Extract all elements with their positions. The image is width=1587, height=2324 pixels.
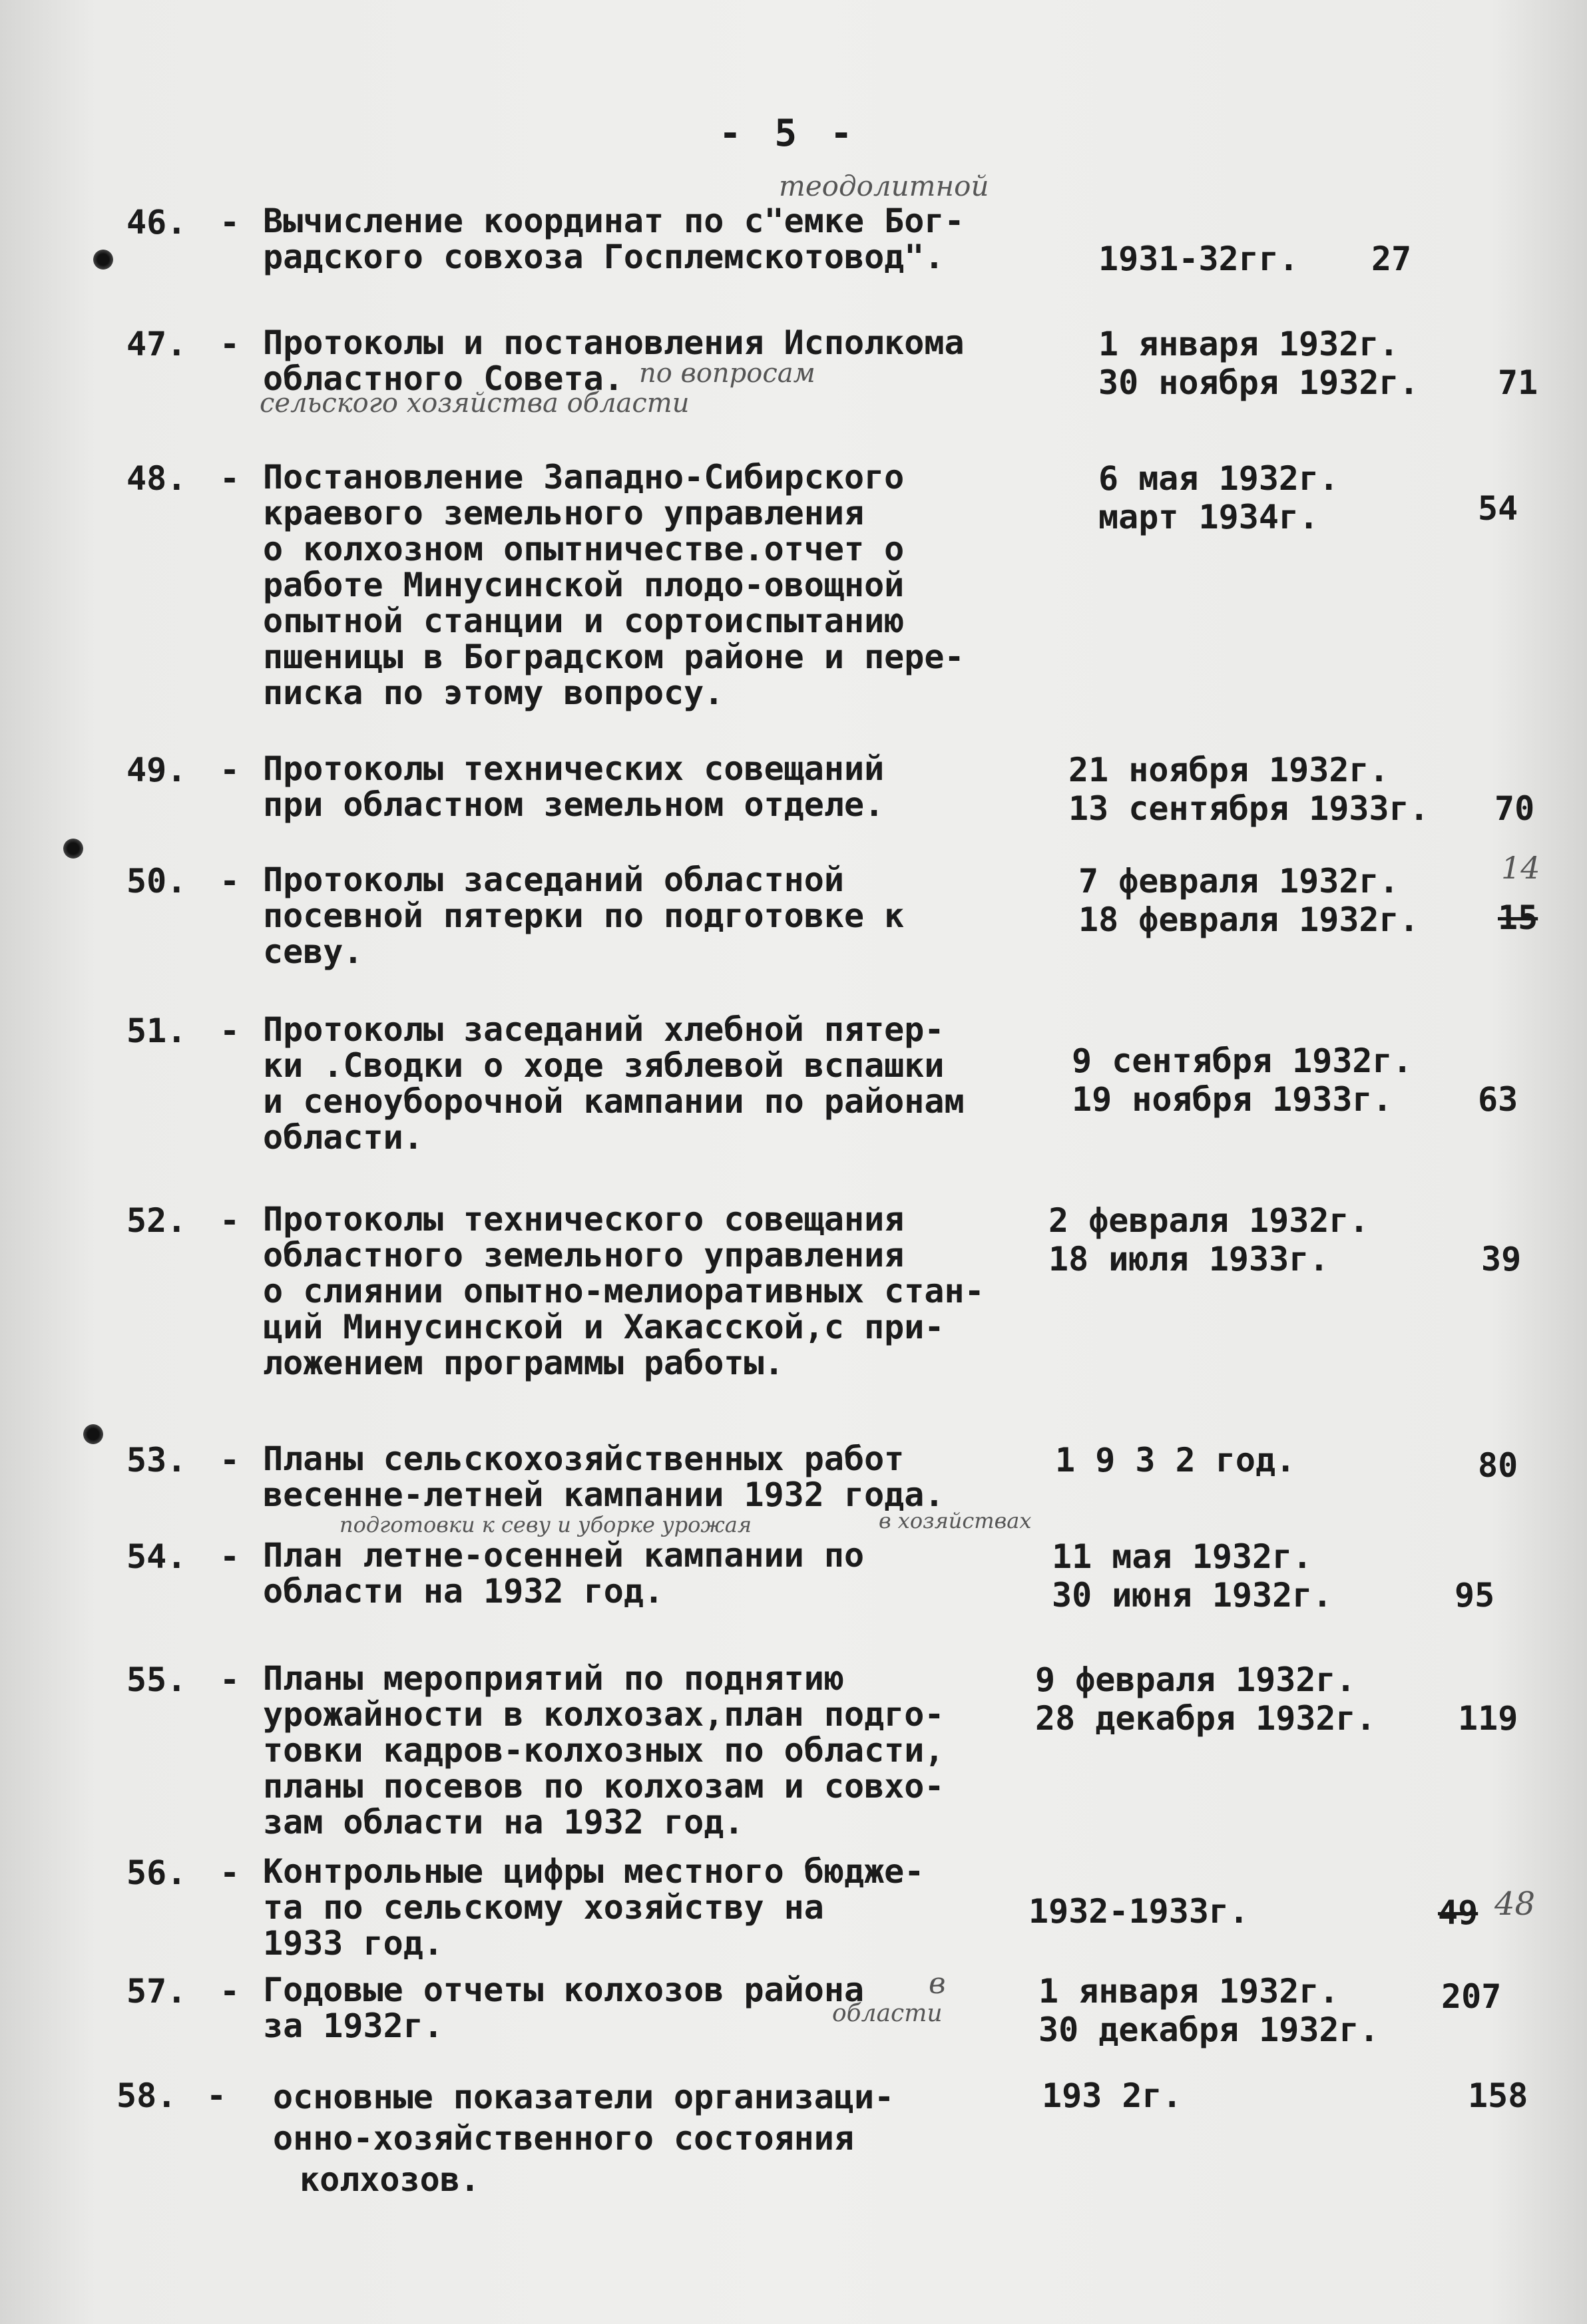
entry-title [263,1853,1062,1961]
entry-date: 2 февраля 1932г. [1048,1201,1369,1240]
entry-title [263,1441,1062,1513]
entry-dates [1068,751,1468,828]
handwritten-note: сельского хозяйства области [260,388,690,419]
entry-dates [1098,459,1498,536]
entry-title [263,862,1062,970]
entry-title-line: областного земельного управления [263,1236,905,1274]
entry-title-line: Планы мероприятий по поднятию [263,1659,844,1698]
entry-title-line: 1933 год. [263,1924,443,1963]
entry-number: 50. [126,862,187,900]
entry-sheets: 207 [1441,1977,1502,2016]
entry-dash: - [220,459,240,498]
entry-sheets: 39 [1481,1240,1522,1278]
entry-dates [1098,325,1498,402]
entry-sheets: 80 [1478,1446,1518,1485]
entry-title-line: Контрольные цифры местного бюдже- [263,1852,925,1891]
entry-title-line: Протоколы заседаний областной [263,861,844,899]
entry-dash: - [220,1537,240,1576]
entry-dates [1055,1441,1455,1479]
entry-sheets: 95 [1455,1576,1495,1615]
entry-title-line: планы посевов по колхозам и совхо- [263,1767,945,1806]
entry-dash: - [220,325,240,363]
entry-title-line: Постановление Западно-Сибирского [263,458,905,496]
entry-date: март 1934г. [1098,498,1319,536]
entry-number: 55. [126,1660,187,1699]
entry-title-line: области на 1932 год. [263,1572,664,1611]
handwritten-note: в хозяйствах [879,1508,1032,1533]
page-number: - 5 - [719,112,858,155]
entry-dates [1028,1892,1428,1931]
entry-sheets: 70 [1494,789,1535,828]
entry-date: 30 ноября 1932г. [1098,363,1419,402]
entry-dash: - [220,203,240,242]
entry-number: 52. [126,1201,187,1240]
entry-date: 1 января 1932г. [1098,325,1399,363]
handwritten-note: по вопросам [639,358,815,389]
entry-date: 1 января 1932г. [1038,1972,1339,2011]
entry-title-line: писка по этому вопросу. [263,674,724,712]
entry-number: 49. [126,751,187,789]
entry-sheets: 49 [1438,1893,1478,1932]
entry-sheets: 15 [1498,898,1538,937]
entry-title-line: Протоколы технического совещания [263,1200,905,1239]
entry-dates [1035,1660,1435,1738]
handwritten-note: теодолитной [779,170,989,202]
handwritten-note: подготовки к севу и уборке урожая [340,1512,752,1537]
entry-number: 54. [126,1537,187,1576]
entry-title [263,459,1062,711]
entry-title-line: севу. [263,932,363,971]
entry-title-line: Вычисление координат по с"емке Бог- [263,202,965,240]
entry-dash: - [220,1853,240,1892]
entry-date: 11 мая 1932г. [1052,1537,1313,1576]
entry-date: 193 2г. [1042,2076,1182,2115]
entry-dates [1038,1972,1438,2049]
entry-sheets: 54 [1478,489,1518,528]
handwritten-note: области [832,2000,943,2027]
entry-title-line: опытной станции и сортоиспытанию [263,602,905,640]
entry-number: 53. [126,1441,187,1479]
entry-number: 46. [126,203,187,242]
entry-title [263,1660,1062,1840]
entry-title [273,2076,1072,2200]
entry-title [263,1201,1062,1381]
entry-sheets: 27 [1371,240,1412,278]
entry-dates [1048,1201,1448,1278]
entry-title [263,1012,1062,1155]
entry-dates [1078,862,1478,939]
entry-date: 13 сентября 1933г. [1068,789,1429,828]
entry-title-line: Протоколы заседаний хлебной пятер- [263,1010,945,1049]
entry-date: 9 февраля 1932г. [1035,1660,1356,1699]
handwritten-note: 14 [1501,850,1540,886]
entry-dash: - [220,862,240,900]
entry-sheets: 158 [1468,2076,1528,2115]
entry-title-line: области. [263,1118,423,1157]
punch-hole [93,250,113,270]
entry-title-line: Протоколы и постановления Исполкома [263,323,965,362]
entry-number: 51. [126,1012,187,1050]
entry-date: 19 ноября 1933г. [1072,1080,1393,1119]
entry-number: 47. [126,325,187,363]
entry-sheets: 63 [1478,1080,1518,1119]
entry-number: 48. [126,459,187,498]
entry-title-line: посевной пятерки по подготовке к [263,896,905,935]
handwritten-note: 48 [1494,1885,1536,1923]
entry-title-line: зам области на 1932 год. [263,1803,744,1841]
entry-number: 56. [126,1853,187,1892]
entry-date: 28 декабря 1932г. [1035,1699,1376,1738]
entry-date: 1 9 3 2 год. [1055,1441,1296,1479]
entry-title [263,751,1062,823]
punch-hole [63,839,83,859]
entry-title-line: Годовые отчеты колхозов района [263,1971,865,2009]
punch-hole [83,1424,103,1444]
entry-title-line: весенне-летней кампании 1932 года. [263,1475,945,1514]
entry-title-line: при областном земельном отделе. [263,785,885,824]
entry-dash: - [220,751,240,789]
entry-title-line: онно-хозяйственного состояния [273,2119,854,2158]
entry-date: 18 июля 1933г. [1048,1240,1329,1278]
entry-dash: - [206,2076,227,2115]
entry-sheets: 71 [1498,363,1538,402]
entry-title-line: о колхозном опытничестве.отчет о [263,530,905,568]
entry-title-line: работе Минусинской плодо-овощной [263,566,905,604]
entry-title-line: основные показатели организаци- [273,2078,895,2116]
entry-title-line: краевого земельного управления [263,494,865,532]
entry-title [263,1537,1062,1609]
entry-title-line: Планы сельскохозяйственных работ [263,1440,905,1478]
entry-date: 21 ноября 1932г. [1068,751,1389,789]
entry-title-line: Протоколы технических совещаний [263,749,885,788]
entry-dates [1072,1042,1471,1119]
entry-date: 6 мая 1932г. [1098,459,1339,498]
entry-date: 18 февраля 1932г. [1078,900,1419,939]
entry-date: 1931-32гг. [1098,240,1299,278]
entry-dash: - [220,1441,240,1479]
entry-date: 9 сентября 1932г. [1072,1042,1413,1080]
entry-title-line: областного Совета. [263,359,624,398]
entry-title-line: ложением программы работы. [263,1344,784,1382]
entry-title-line: радского совхоза Госплемскотовод". [263,238,945,276]
entry-dash: - [220,1972,240,2011]
entry-number: 58. [116,2076,177,2115]
entry-title-line: о слиянии опытно-мелиоративных стан- [263,1272,985,1310]
entry-number: 57. [126,1972,187,2011]
entry-title-line: товки кадров-колхозных по области, [263,1731,945,1770]
handwritten-note: в [929,1967,946,2001]
entry-date: 30 декабря 1932г. [1038,2011,1379,2049]
entry-title [263,203,1062,275]
entry-sheets: 119 [1458,1699,1518,1738]
entry-title-line: та по сельскому хозяйству на [263,1888,824,1927]
entry-title-line: ки .Сводки о ходе зяблевой вспашки [263,1046,945,1085]
entry-title-line: пшеницы в Боградском районе и пере- [263,638,965,676]
entry-dates [1042,2076,1441,2115]
entry-date: 30 июня 1932г. [1052,1576,1333,1615]
entry-dates [1052,1537,1451,1615]
entry-date: 1932-1933г. [1028,1892,1249,1931]
entry-title-line: и сеноуборочной кампании по районам [263,1082,965,1121]
entry-date: 7 февраля 1932г. [1078,862,1399,900]
entry-title-line: колхозов. [300,2160,480,2199]
entry-title-line: урожайности в колхозах,план подго- [263,1695,945,1734]
entry-title-line: за 1932г. [263,2007,443,2045]
entry-dash: - [220,1660,240,1699]
entry-dash: - [220,1012,240,1050]
entry-title-line: ций Минусинской и Хакасской,с при- [263,1308,945,1346]
entry-title-line: План летне-осенней кампании по [263,1536,865,1575]
entry-dash: - [220,1201,240,1240]
